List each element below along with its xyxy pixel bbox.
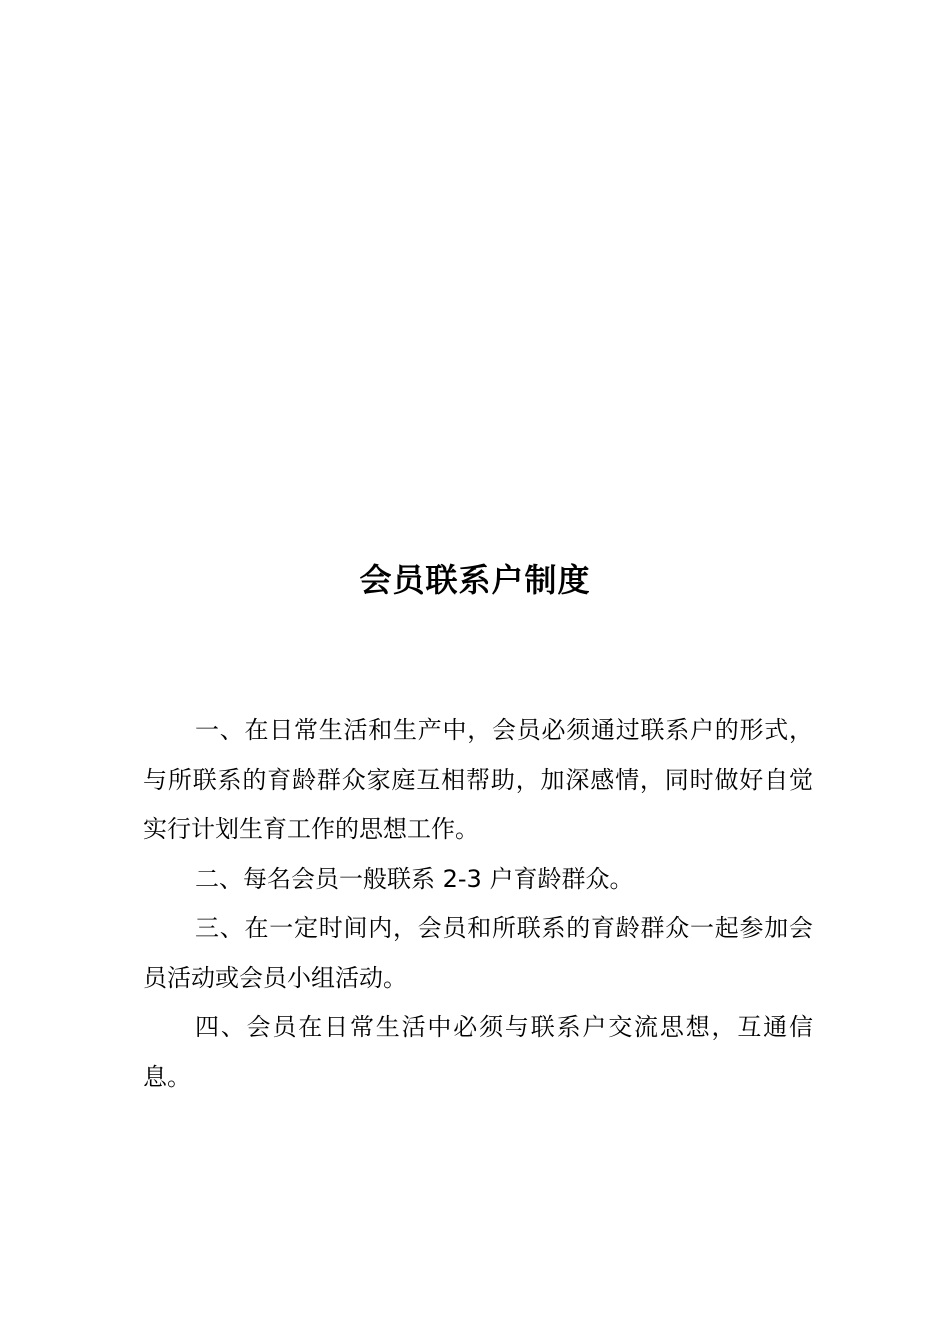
paragraph-3: 三、在一定时间内，会员和所联系的育龄群众一起参加会员活动或会员小组活动。: [143, 914, 813, 992]
document-title: 会员联系户制度: [359, 561, 591, 599]
document-body: [143, 706, 813, 1102]
paragraph-2: 二、每名会员一般联系 2-3 户育龄群众。: [195, 864, 634, 893]
paragraph-1: 一、在日常生活和生产中，会员必须通过联系户的形式，与所联系的育龄群众家庭互相帮助，加深感情，同时做好自觉实行计划生育工作的思想工作。: [143, 716, 813, 843]
paragraph-4: 四、会员在日常生活中必须与联系户交流思想，互通信息。: [143, 1013, 813, 1091]
